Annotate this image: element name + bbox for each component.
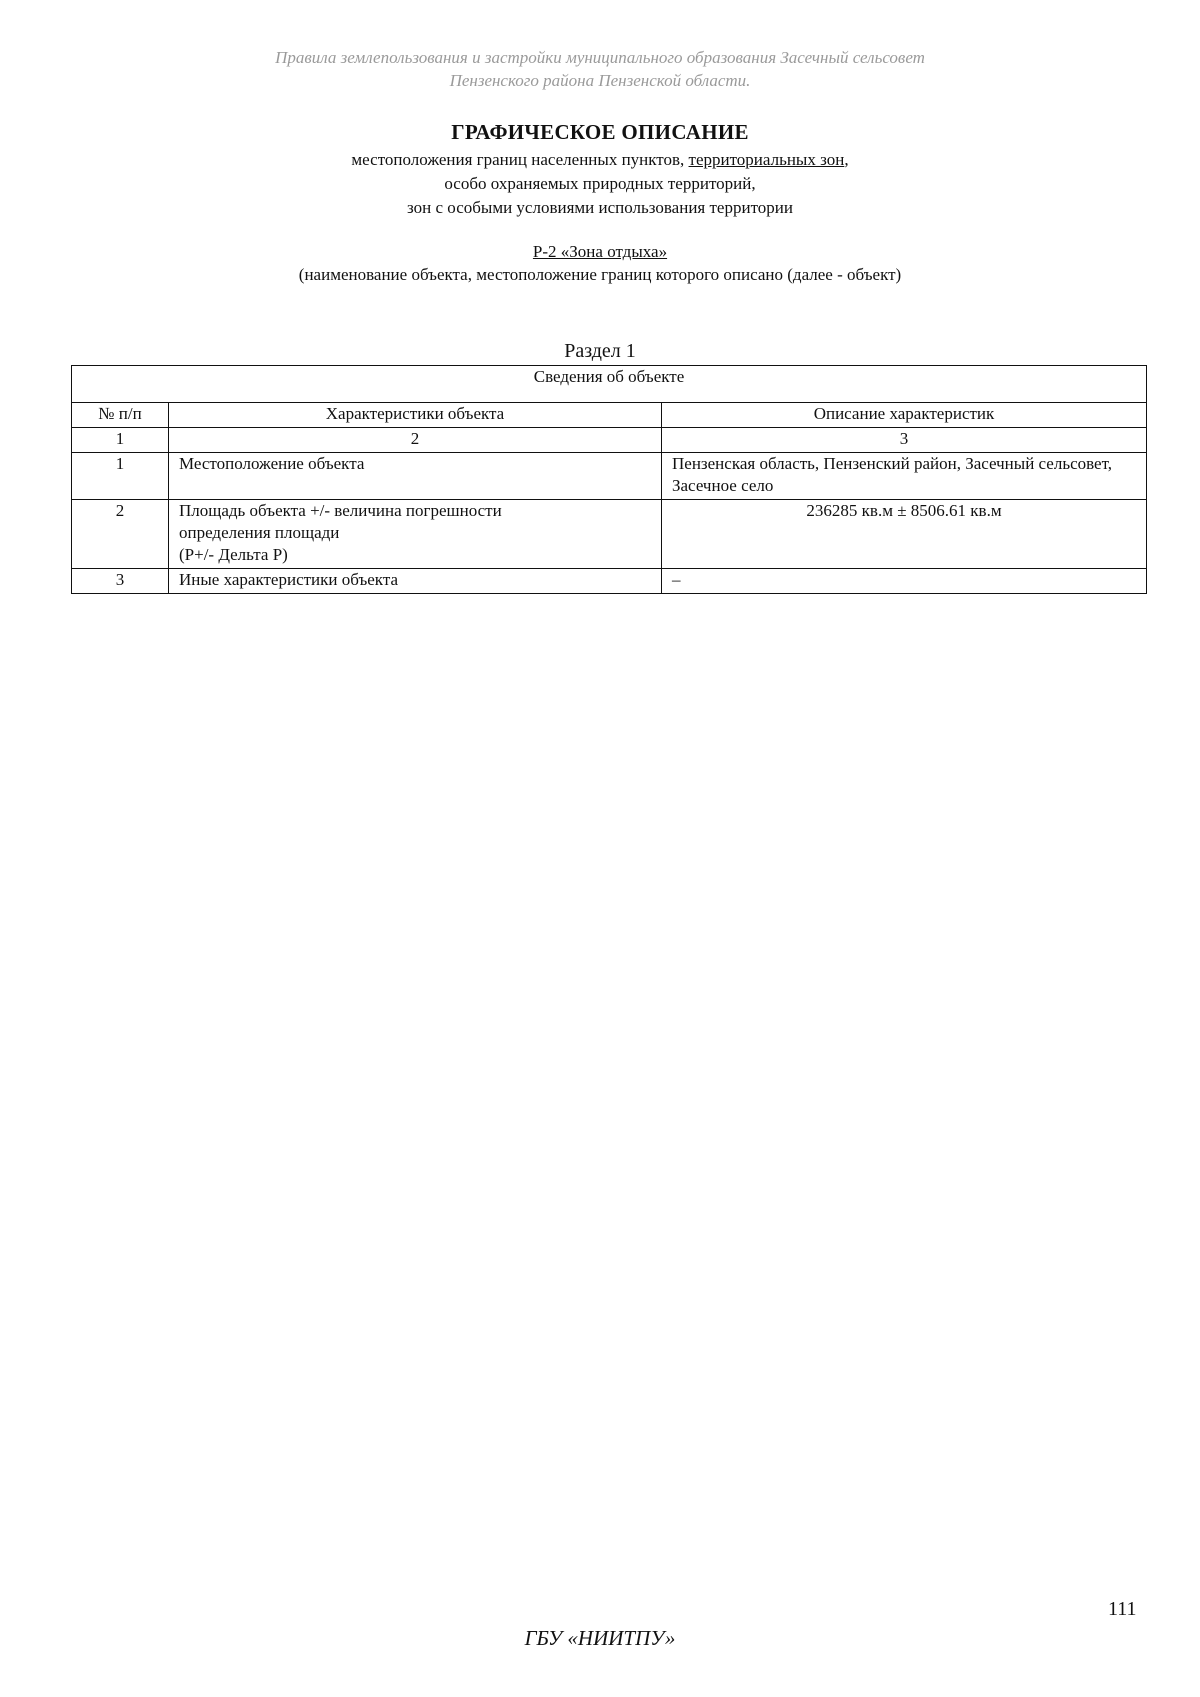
object-info-table — [71, 365, 1147, 594]
row-characteristic-line-3: (Р+/- Дельта Р) — [179, 545, 288, 564]
column-number-3: 3 — [662, 428, 1147, 453]
document-title: ГРАФИЧЕСКОЕ ОПИСАНИЕ — [451, 120, 749, 144]
subtitle-line-2: особо охраняемых природных территорий, — [444, 174, 756, 193]
row-number: 1 — [72, 453, 169, 500]
table-row — [72, 453, 1147, 500]
object-name — [0, 242, 1200, 262]
table-row — [72, 569, 1147, 594]
document-subtitle — [0, 148, 1200, 220]
table-column-numbering-row — [72, 428, 1147, 453]
subtitle-line-1 — [0, 148, 1200, 172]
object-name-caption: (наименование объекта, местоположение границ которого описано (далее - объект) — [298, 265, 902, 284]
running-header-line-1: Правила землепользования и застройки муниципального образования Засечный сельсовет — [275, 48, 925, 67]
row-description: – — [662, 569, 1147, 594]
page-number: 111 — [1108, 1598, 1137, 1620]
table-caption: Сведения об объекте — [72, 366, 1147, 403]
subtitle-line-1-start: местоположения границ населенных пунктов, — [351, 150, 689, 169]
row-characteristic-line-1: Площадь объекта +/- величина погрешности — [179, 501, 502, 520]
running-header-line-2: Пензенского района Пензенской области. — [449, 71, 751, 90]
row-number: 2 — [72, 500, 169, 569]
header-number: № п/п — [72, 403, 169, 428]
subtitle-line-1-end: , — [844, 150, 849, 169]
section-title: Раздел 1 — [564, 340, 636, 362]
subtitle-line-3: зон с особыми условиями использования территории — [407, 198, 793, 217]
row-characteristic: Местоположение объекта — [169, 453, 662, 500]
row-characteristic: Иные характеристики объекта — [169, 569, 662, 594]
table-caption-row — [72, 366, 1147, 403]
column-number-1: 1 — [72, 428, 169, 453]
row-characteristic-line-2: определения площади — [179, 523, 340, 542]
table-row — [72, 500, 1147, 569]
running-header — [0, 46, 1200, 92]
footer-organization: ГБУ «НИИТПУ» — [524, 1626, 676, 1650]
row-number: 3 — [72, 569, 169, 594]
subtitle-underlined-term: территориальных зон — [688, 150, 845, 169]
row-description: 236285 кв.м ± 8506.61 кв.м — [662, 500, 1147, 569]
row-characteristic — [169, 500, 662, 569]
header-characteristic: Характеристики объекта — [169, 403, 662, 428]
table-header-row — [72, 403, 1147, 428]
column-number-2: 2 — [169, 428, 662, 453]
row-description: Пензенская область, Пензенский район, Засечный сельсовет, Засечное село — [662, 453, 1147, 500]
object-name-text: Р-2 «Зона отдыха» — [532, 242, 668, 261]
header-description: Описание характеристик — [662, 403, 1147, 428]
